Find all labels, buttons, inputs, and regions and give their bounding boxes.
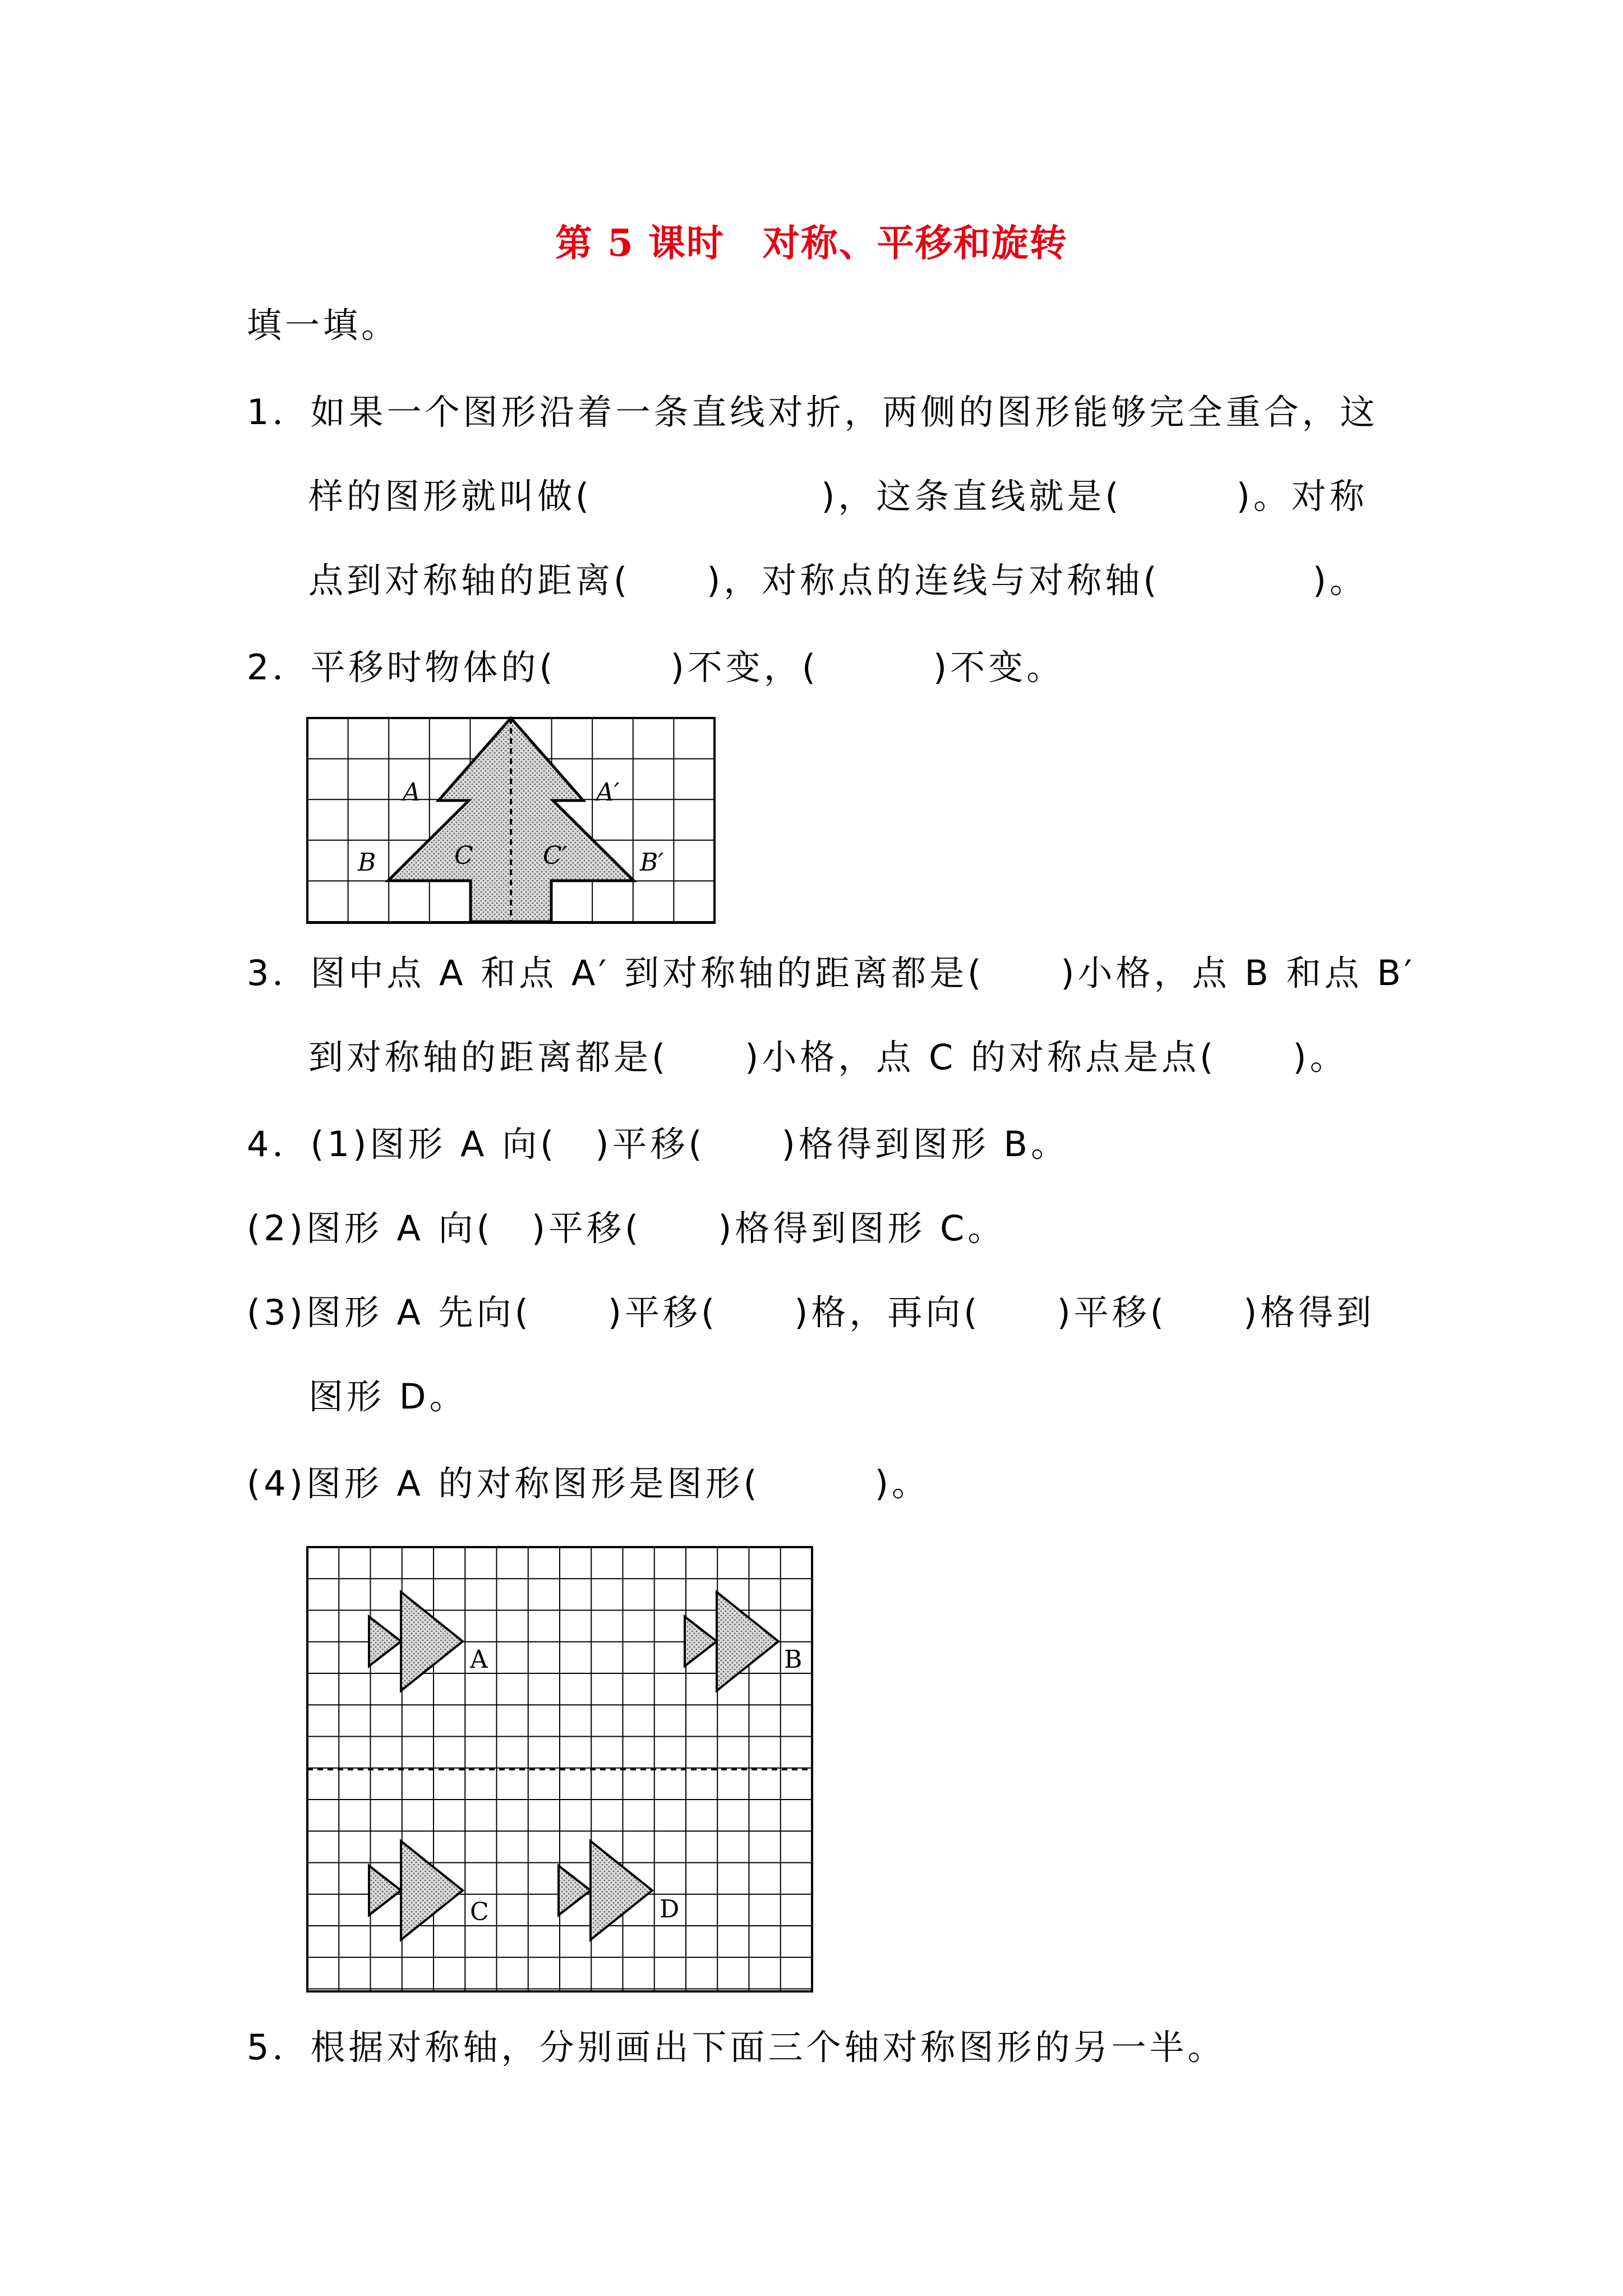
question-2-line-1: 2．平移时物体的( )不变，( )不变。 — [247, 647, 1065, 688]
label-c: C — [454, 841, 473, 870]
tree-symmetry-figure — [307, 718, 714, 923]
shape-d — [559, 1841, 652, 1940]
question-1-line-1: 1．如果一个图形沿着一条直线对折，两侧的图形能够完全重合，这 — [247, 392, 1378, 432]
question-4-line-1: 4．(1)图形 A 向( )平移( )格得到图形 B。 — [247, 1124, 1069, 1165]
label-shape-d: D — [660, 1895, 680, 1924]
question-1-line-2: 样的图形就叫做( )，这条直线就是( )。对称 — [308, 476, 1368, 517]
label-shape-c: C — [470, 1898, 489, 1926]
translation-grid-figure — [307, 1547, 812, 1991]
label-shape-b: B — [784, 1645, 803, 1674]
label-a: A — [403, 778, 421, 807]
question-1-line-3: 点到对称轴的距离( )，对称点的连线与对称轴( )。 — [308, 560, 1368, 601]
question-4-line-3: (3)图形 A 先向( )平移( )格，再向( )平移( )格得到 — [247, 1292, 1375, 1333]
shape-b — [685, 1592, 778, 1691]
page-title: 第 5 课时 对称、平移和旋转 — [555, 221, 1068, 265]
label-c-prime: C′ — [543, 841, 568, 870]
question-4-line-2: (2)图形 A 向( )平移( )格得到图形 C。 — [247, 1208, 1006, 1249]
question-4-line-5: (4)图形 A 的对称图形是图形( )。 — [247, 1463, 930, 1504]
question-4-line-4: 图形 D。 — [308, 1376, 468, 1417]
label-b: B — [358, 848, 376, 877]
shape-c — [369, 1841, 463, 1940]
question-3-line-1: 3．图中点 A 和点 A′ 到对称轴的距离都是( )小格，点 B 和点 B′ — [247, 953, 1415, 993]
label-shape-a: A — [470, 1645, 488, 1674]
question-5-line-1: 5．根据对称轴，分别画出下面三个轴对称图形的另一半。 — [247, 2027, 1226, 2068]
question-3-line-2: 到对称轴的距离都是( )小格，点 C 的对称点是点( )。 — [308, 1037, 1348, 1078]
shape-a — [369, 1592, 463, 1691]
instruction: 填一填。 — [247, 305, 400, 346]
label-b-prime: B′ — [640, 848, 664, 877]
label-a-prime: A′ — [596, 778, 620, 807]
